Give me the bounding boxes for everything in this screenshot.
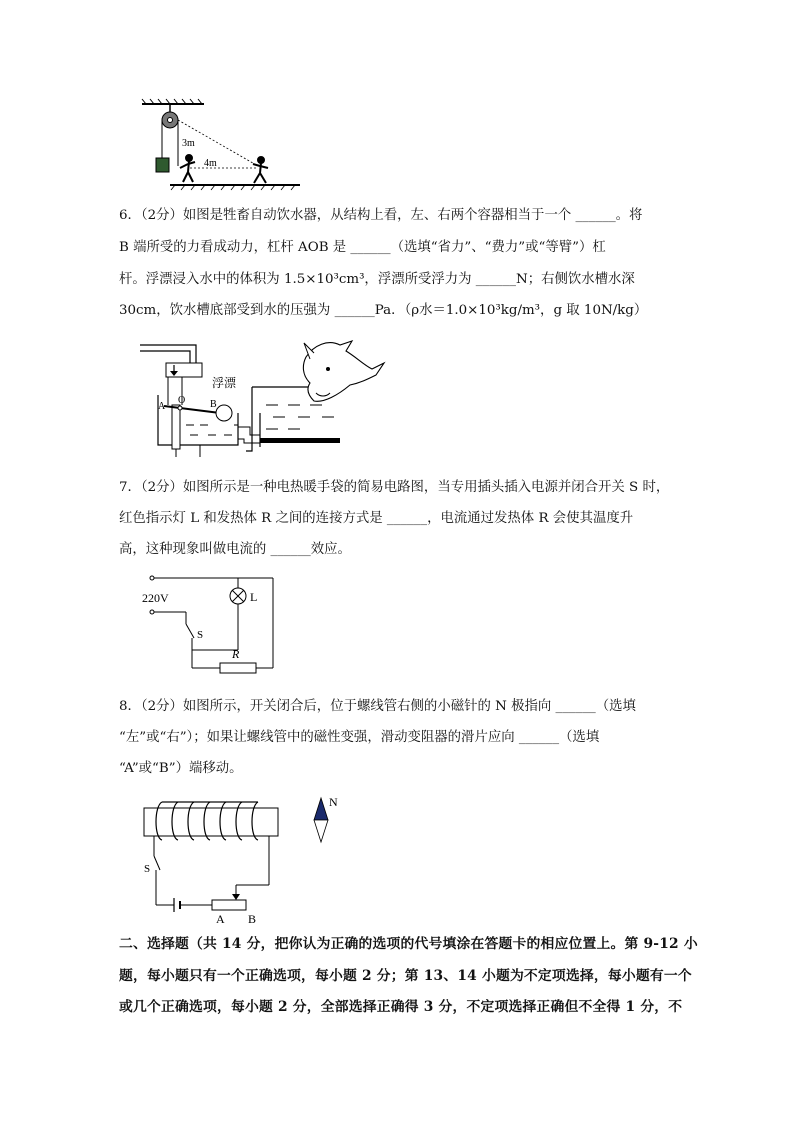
lever-point-a: A [158, 401, 166, 412]
height-label: 3m [182, 138, 195, 149]
question-7-line-1: 7．（2分）如图所示是一种电热暖手袋的简易电路图，当专用插头插入电源并闭合开关 S 时， [119, 480, 670, 495]
switch-label: S [144, 863, 151, 875]
question-6-line-3: 杆。浮漂浸入水中的体积为 1.5×10³cm³，浮漂所受浮力为 ______N；右侧饮水槽水深 [119, 272, 635, 287]
rheostat-end-a: A [216, 912, 225, 926]
question-7-line-3: 高，这种现象叫做电流的 ______效应。 [119, 542, 351, 557]
question-6-line-4: 30cm，饮水槽底部受到水的压强为 ______Pa．（ρ水＝1.0×10³kg/m³，g 取 10N/kg） [119, 303, 648, 318]
compass-needle-icon [314, 798, 328, 842]
solenoid-circuit-figure [140, 792, 350, 926]
switch-label: S [197, 629, 204, 641]
section-2-line-3: 或几个正确选项，每小题 2 分，全部选择正确得 3 分，不定项选择正确但不全得 1 分，不 [119, 999, 683, 1015]
question-7-line-2: 红色指示灯 L 和发热体 R 之间的连接方式是 ______，电流通过发热体 R 会使其温度升 [119, 511, 634, 526]
question-8-line-2: “左”或“右”）；如果让螺线管中的磁性变强，滑动变阻器的滑片应向 ______（选填 [119, 730, 600, 745]
north-label: N [329, 795, 338, 809]
question-8-line-3: “A”或“B”）端移动。 [119, 761, 243, 776]
heater-circuit-figure [140, 572, 290, 684]
drinking-trough-figure [138, 335, 398, 460]
lever-point-b: B [210, 399, 217, 410]
section-2-line-2: 题，每小题只有一个正确选项，每小题 2 分；第 13、14 小题为不定项选择，每小题有一个 [119, 968, 692, 984]
question-8-line-1: 8．（2分）如图所示，开关闭合后，位于螺线管右侧的小磁针的 N 极指向 ______（选填 [119, 699, 636, 714]
resistor-label: R [232, 647, 240, 661]
lever-point-o: O [178, 395, 186, 406]
rheostat-end-b: B [248, 912, 257, 926]
float-label: 浮漂 [212, 376, 237, 390]
distance-label: 4m [204, 158, 217, 169]
lamp-label: L [250, 590, 258, 604]
voltage-label: 220V [142, 591, 169, 605]
question-6-line-1: 6．（2分）如图是牲畜自动饮水器，从结构上看，左、右两个容器相当于一个 ______。将 [119, 208, 643, 223]
pulley-figure [140, 96, 320, 196]
question-6-line-2: B 端所受的力看成动力，杠杆 AOB 是 ______（选填“省力”、“费力”或“等臂”）杠 [119, 240, 606, 255]
section-2-line-1: 二、选择题（共 14 分，把你认为正确的选项的代号填涂在答题卡的相应位置上。第 9-12 小 [119, 936, 698, 952]
